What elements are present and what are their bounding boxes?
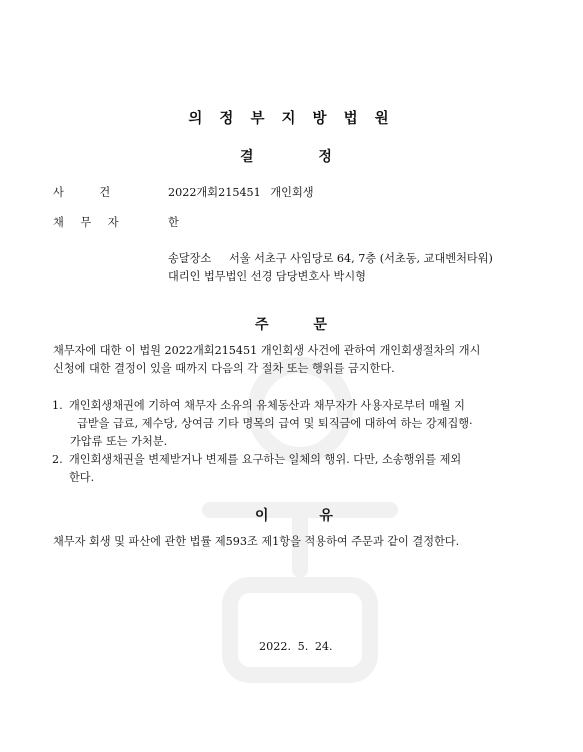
order-item-line: 개인회생채권을 변제받거나 변제를 요구하는 일체의 행위. 다만, 소송행위를 제외: [69, 453, 462, 466]
debtor-name: 한: [168, 216, 179, 229]
order-item-line: 한다.: [69, 471, 95, 484]
order-heading: 주 문: [255, 317, 327, 333]
order-item-number: 1.: [52, 399, 63, 412]
decision-date: 2022. 5. 24.: [259, 640, 333, 653]
reason-text: 채무자 회생 및 파산에 관한 법률 제593조 제1항을 적용하여 주문과 같이 결정한다.: [53, 535, 460, 548]
order-intro-line-1: 채무자에 대한 이 법원 2022개회215451 개인회생 사건에 관하여 개인회생절차의 개시: [53, 344, 481, 357]
service-address-label: 송달장소: [168, 252, 212, 265]
case-label: 사 건: [53, 186, 111, 199]
debtor-label: 채 무 자: [53, 216, 119, 229]
reason-heading: 이 유: [255, 508, 333, 524]
document-title: 결 정: [240, 149, 332, 165]
service-address: 서울 서초구 사임당로 64, 7층 (서초동, 교대벤처타워): [229, 252, 493, 265]
court-name: 의 정 부 지 방 법 원: [188, 111, 395, 127]
order-intro-line-2: 신청에 대한 결정이 있을 때까지 다음의 각 절차 또는 행위를 금지한다.: [53, 362, 395, 375]
representative: 대리인 법무법인 선경 담당변호사 박시형: [168, 270, 366, 283]
case-number: 2022개회215451 개인회생: [168, 186, 314, 199]
order-item-number: 2.: [52, 453, 63, 466]
order-item-line: 급받을 급료, 제수당, 상여금 기타 명목의 급여 및 퇴직금에 대하여 하는 강제집행·: [77, 417, 473, 430]
order-item-line: 개인회생채권에 기하여 채무자 소유의 유체동산과 채무자가 사용자로부터 매월 지: [69, 399, 465, 412]
order-item-line: 가압류 또는 가처분.: [70, 435, 168, 448]
order-item: [52, 397, 532, 451]
order-item: [52, 451, 532, 487]
order-list: [52, 397, 532, 487]
